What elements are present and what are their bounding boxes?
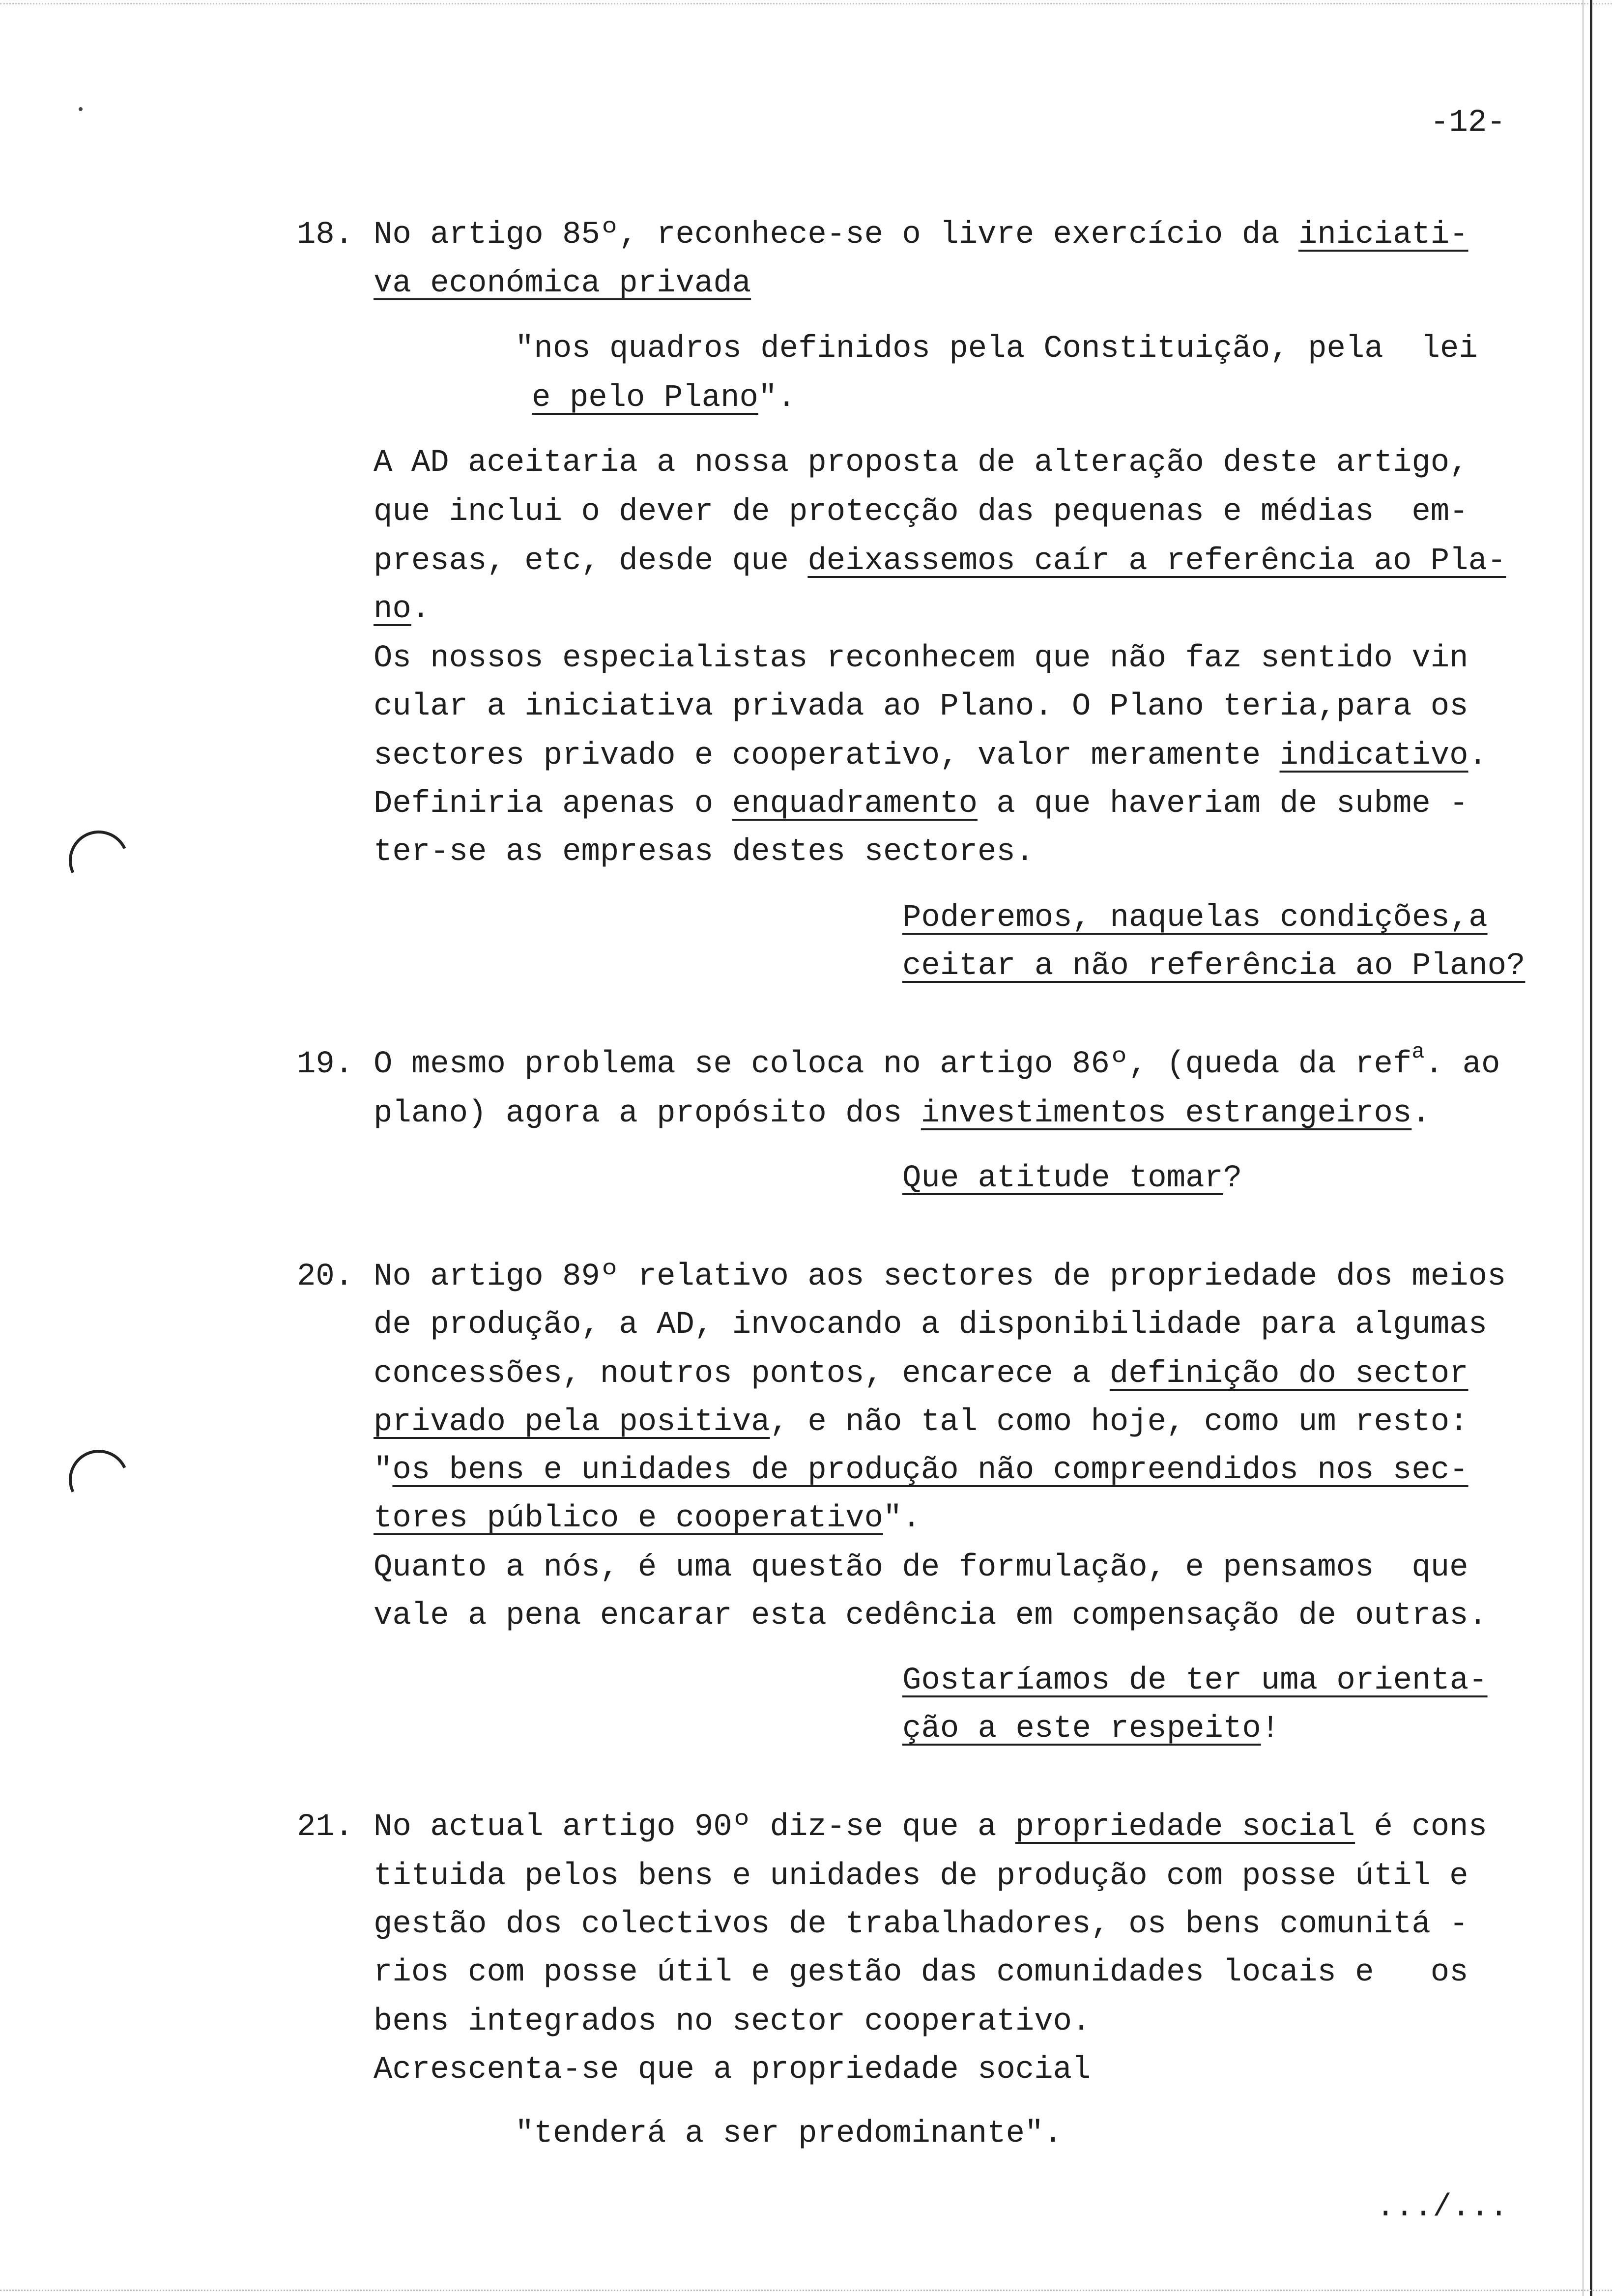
item-18-number: 18. — [297, 217, 354, 253]
item-18-para-line-4: Definiria apenas o enquadramento a que haveriam de subme - — [374, 786, 1468, 822]
item-18-quote-line-2: e pelo Plano". — [532, 380, 796, 416]
item-19-number: 19. — [297, 1047, 354, 1082]
item-18-line-1: No artigo 85º, reconhece-se o livre exercício da iniciati- — [374, 217, 1468, 253]
item-19-line-1: O mesmo problema se coloca no artigo 86º, (queda da ref$^a$. ao — [374, 1040, 1500, 1082]
item-20-line-4: privado pela positiva, e não tal como hoje, como um resto: — [374, 1405, 1468, 1440]
item-18-question-line-2: ceitar a não referência ao Plano? — [902, 948, 1526, 984]
page-number: -12- — [1430, 105, 1506, 141]
item-20-line-2: de produção, a AD, invocando a disponibilidade para algumas — [374, 1307, 1487, 1343]
item-18-body-line-2: que inclui o dever de protecção das pequenas e médias em- — [374, 494, 1468, 530]
scan-edge-bottom — [0, 2288, 1612, 2291]
item-18-body-line-1: A AD aceitaria a nossa proposta de alteração deste artigo, — [374, 445, 1468, 481]
item-21-line-2: tituida pelos bens e unidades de produção com posse útil e — [374, 1859, 1468, 1894]
item-19-line-2: plano) agora a propósito dos investimentos estrangeiros. — [374, 1096, 1431, 1131]
item-18-quote-line-1: "nos quadros definidos pela Constituição, pela lei — [515, 331, 1478, 367]
item-21-line-4: rios com posse útil e gestão das comunidades locais e os — [374, 1955, 1468, 1990]
item-20-question-line-1: Gostaríamos de ter uma orienta- — [902, 1663, 1488, 1698]
item-18-question-line-1: Poderemos, naquelas condições,a — [902, 900, 1488, 936]
item-20-line-3: concessões, noutros pontos, encarece a definição do sector — [374, 1356, 1468, 1392]
item-21-line-5: bens integrados no sector cooperativo. — [374, 2004, 1091, 2039]
punch-hole-icon — [60, 1441, 137, 1518]
item-20-number: 20. — [297, 1259, 354, 1294]
scan-edge-top — [0, 3, 1612, 6]
item-21-line-3: gestão dos colectivos de trabalhadores, os bens comunitá - — [374, 1907, 1468, 1942]
item-20-line-8: vale a pena encarar esta cedência em compensação de outras. — [374, 1598, 1487, 1634]
scan-edge-right — [1590, 0, 1592, 2296]
item-18-body-line-3: presas, etc, desde que deixassemos caír a referência ao Pla- — [374, 544, 1506, 579]
item-18-line-2: va económica privada — [374, 266, 751, 301]
scan-speck — [79, 107, 83, 111]
item-18-para-line-1: Os nossos especialistas reconhecem que não faz sentido vin — [374, 641, 1468, 676]
item-20-line-7: Quanto a nós, é uma questão de formulação, e pensamos que — [374, 1550, 1468, 1585]
item-21-quote: "tenderá a ser predominante". — [515, 2116, 1063, 2152]
continuation-mark: .../... — [1376, 2190, 1508, 2225]
item-21-line-6: Acrescenta-se que a propriedade social — [374, 2052, 1091, 2088]
item-21-line-1: No actual artigo 90º diz-se que a propriedade social é cons — [374, 1809, 1487, 1845]
item-21-number: 21. — [297, 1809, 354, 1845]
item-20-line-6: tores público e cooperativo". — [374, 1501, 921, 1536]
item-20-question-line-2: ção a este respeito! — [902, 1711, 1280, 1747]
punch-hole-icon — [60, 822, 137, 899]
item-20-line-1: No artigo 89º relativo aos sectores de propriedade dos meios — [374, 1259, 1506, 1294]
item-20-line-5: "os bens e unidades de produção não compreendidos nos sec- — [374, 1453, 1468, 1488]
item-19-question: Que atitude tomar? — [902, 1161, 1242, 1196]
item-18-para-line-5: ter-se as empresas destes sectores. — [374, 834, 1035, 870]
item-18-para-line-3: sectores privado e cooperativo, valor meramente indicativo. — [374, 738, 1487, 774]
item-18-body-line-4: no. — [374, 592, 431, 627]
item-18-para-line-2: cular a iniciativa privada ao Plano. O Plano teria,para os — [374, 689, 1468, 724]
